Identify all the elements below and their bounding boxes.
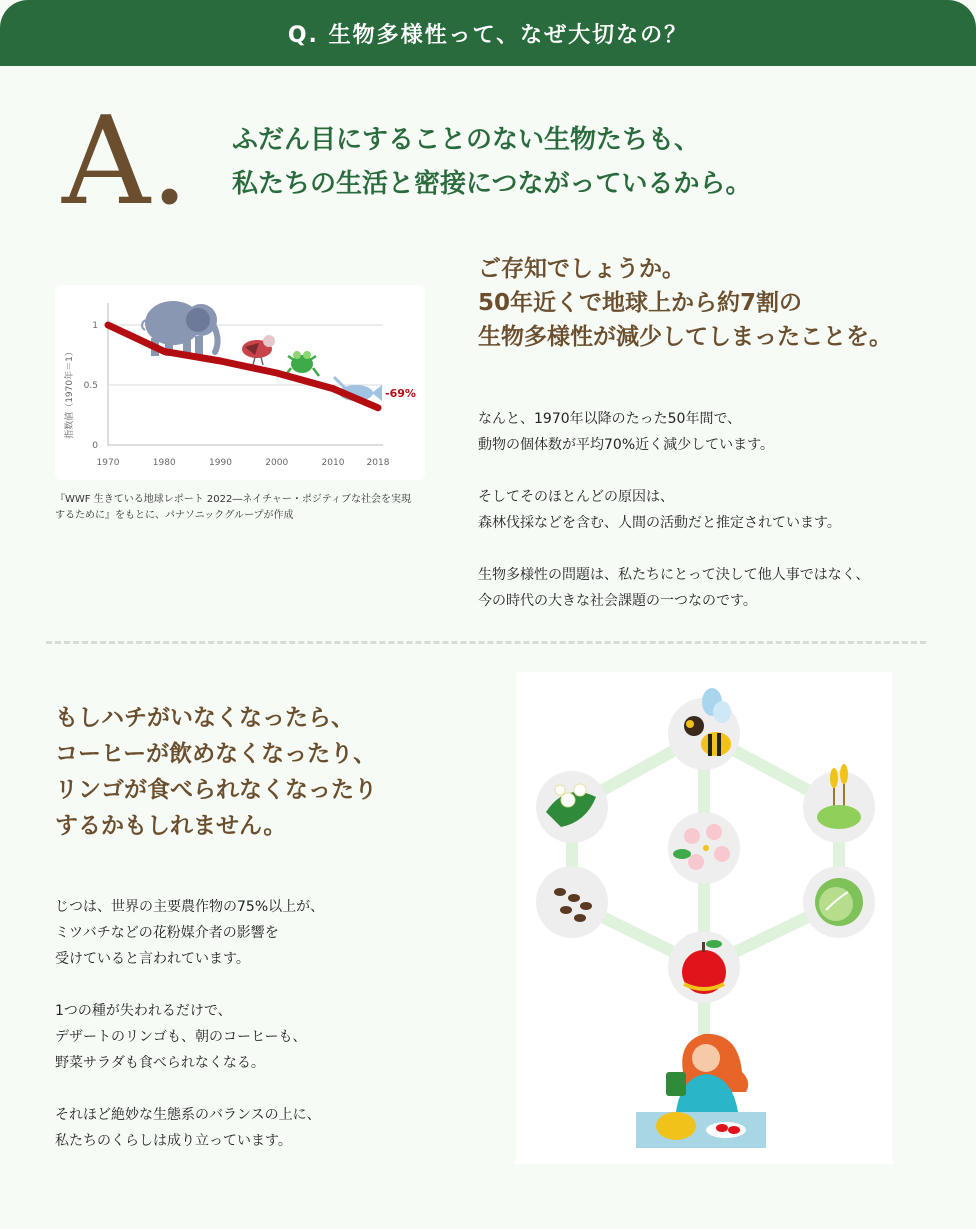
heading-line: 50年近くで地球上から約7割の — [478, 290, 803, 316]
y-tick-label: 0.5 — [83, 381, 98, 391]
bee-icon — [668, 688, 740, 770]
y-tick-label: 1 — [92, 321, 98, 331]
apple-blossom-icon — [668, 812, 740, 884]
section1-body — [478, 380, 869, 640]
paragraph-line: なんと、1970年以降のたった50年間で、 — [478, 411, 742, 427]
coffee-beans-icon — [536, 866, 608, 938]
lettuce-icon — [803, 866, 875, 938]
ecosystem-network — [572, 734, 839, 1052]
paragraph-line: 野菜サラダも食べられなくなる。 — [55, 1055, 265, 1071]
population-index-chart — [55, 285, 425, 480]
y-axis-label: 指数値（1970年＝1） — [65, 347, 75, 439]
heading-line: 生物多様性が減少してしまったことを。 — [478, 324, 892, 350]
x-tick-label: 1980 — [152, 458, 176, 468]
wheat-icon — [803, 764, 875, 843]
decline-percentage-label: -69% — [385, 386, 416, 400]
answer-line: ふだん目にすることのない生物たちも、 — [232, 125, 701, 155]
caption-line: 『WWF 生きている地球レポート 2022―ネイチャー・ポジティブな社会を実現 — [55, 494, 412, 505]
paragraph-line: 私たちのくらしは成り立っています。 — [55, 1133, 292, 1149]
paragraph-line: 今の時代の大きな社会課題の一つなのです。 — [478, 593, 757, 609]
woman-eating-icon — [636, 1034, 766, 1148]
coffee-flower-icon — [536, 771, 608, 843]
heading-line: するかもしれません。 — [55, 813, 287, 839]
answer-letter: A. — [62, 90, 189, 232]
heading-line: コーヒーが飲めなくなったり、 — [55, 741, 377, 767]
x-tick-label: 2000 — [265, 458, 289, 468]
x-tick-label: 1990 — [209, 458, 232, 468]
paragraph-line: 動物の個体数が平均70%近く減少しています。 — [478, 437, 774, 453]
population-chart-card — [55, 285, 425, 480]
answer-line: 私たちの生活と密接につながっているから。 — [232, 169, 752, 199]
question-title: Q. 生物多様性って、なぜ大切なの？ — [287, 22, 689, 48]
section2-heading — [55, 700, 377, 844]
bird-icon — [242, 335, 275, 365]
x-tick-label: 2018 — [366, 458, 390, 468]
apple-icon — [668, 931, 740, 1003]
paragraph-line: じつは、世界の主要農作物の75%以上が、 — [55, 899, 325, 915]
heading-line: リンゴが食べられなくなったり — [55, 777, 377, 803]
section2-body — [55, 868, 324, 1180]
paragraph-line: ミツバチなどの花粉媒介者の影響を — [55, 925, 279, 941]
x-tick-label: 2010 — [321, 458, 345, 468]
paragraph-line: 1つの種が失われるだけで、 — [55, 1003, 232, 1019]
section-divider — [46, 641, 926, 644]
section1-heading — [478, 252, 892, 354]
y-tick-label: 0 — [92, 441, 98, 451]
paragraph-line: 生物多様性の問題は、私たちにとって決して他人事ではなく、 — [478, 567, 870, 583]
paragraph-line: それほど絶妙な生態系のバランスの上に、 — [55, 1107, 321, 1123]
question-header — [0, 0, 976, 66]
paragraph-line: 受けていると言われています。 — [55, 951, 250, 967]
caption-line: するために』をもとに、パナソニックグループが作成 — [55, 510, 294, 521]
paragraph-line: デザートのリンゴも、朝のコーヒーも、 — [55, 1029, 307, 1045]
chart-source-caption — [55, 492, 425, 524]
heading-line: ご存知でしょうか。 — [478, 256, 685, 282]
ecosystem-illustration — [516, 672, 892, 1164]
x-tick-label: 1970 — [96, 458, 120, 468]
paragraph-line: そしてそのほとんどの原因は、 — [478, 489, 674, 505]
answer-text — [232, 118, 751, 206]
population-index-line — [108, 325, 378, 408]
frog-icon — [285, 351, 319, 376]
heading-line: もしハチがいなくなったら、 — [55, 705, 354, 731]
paragraph-line: 森林伐採などを含む、人間の活動だと推定されています。 — [478, 515, 841, 531]
